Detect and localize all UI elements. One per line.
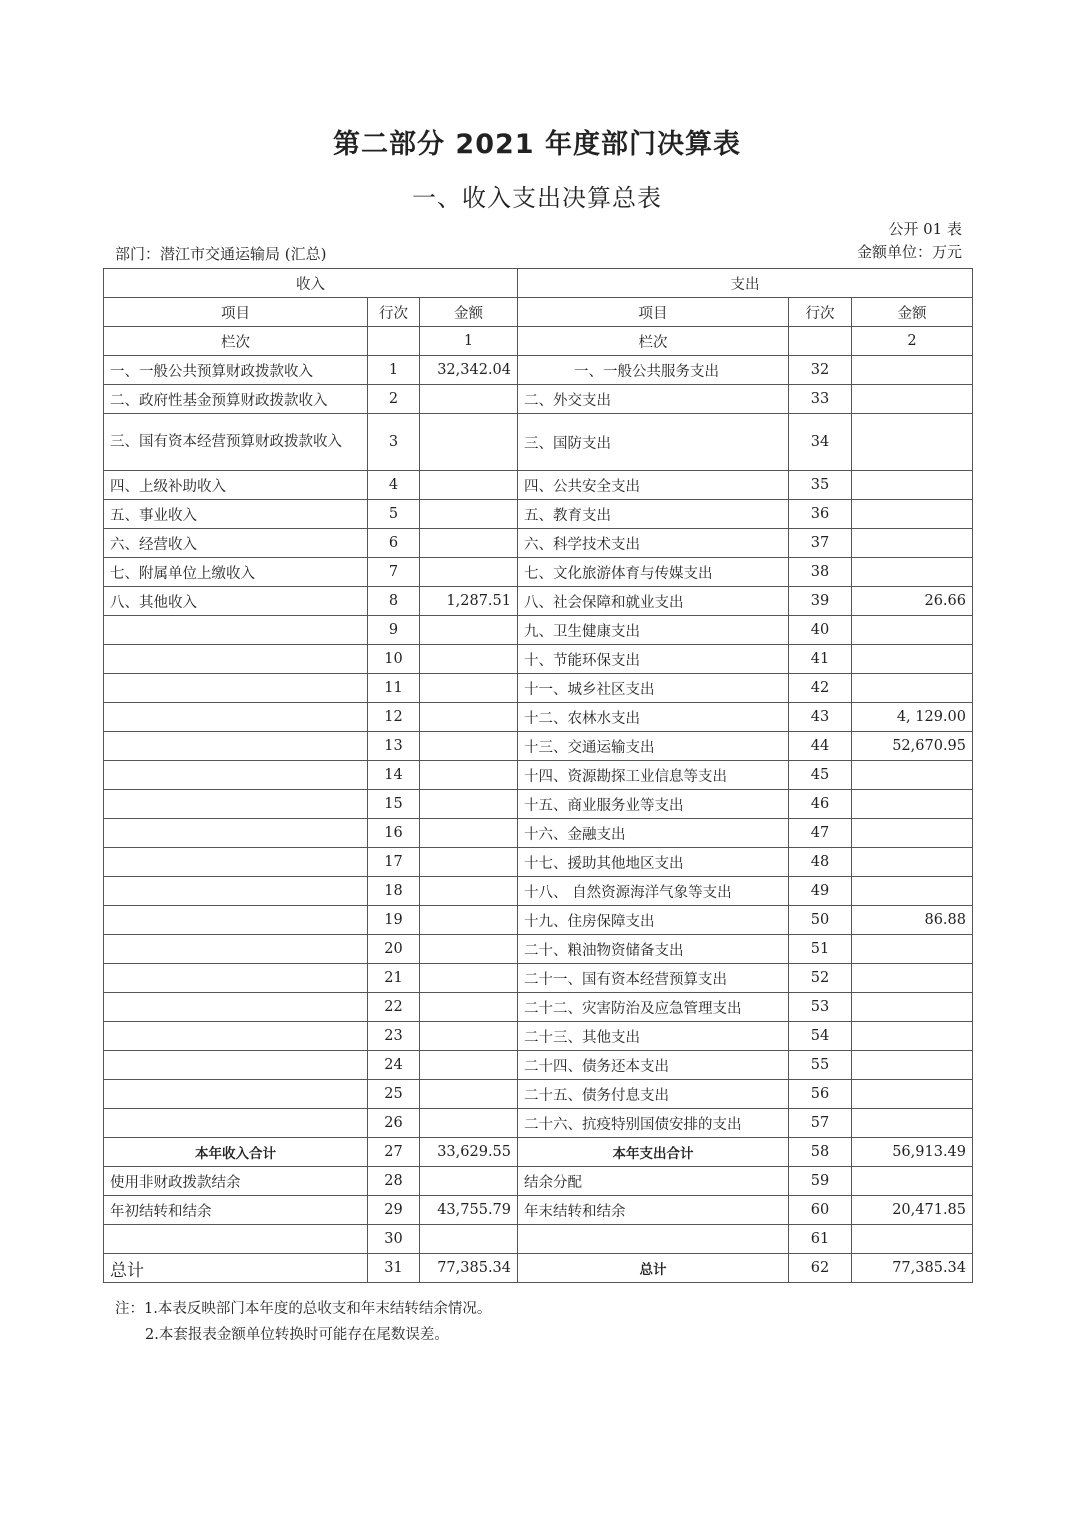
income-item-cell bbox=[104, 703, 368, 732]
income-amount-cell bbox=[420, 703, 518, 732]
income-row-number-cell: 19 bbox=[368, 906, 420, 935]
income-item-cell bbox=[104, 790, 368, 819]
expense-row-number-cell: 43 bbox=[789, 703, 852, 732]
col-header-income-item: 项目 bbox=[104, 298, 368, 327]
expense-item-cell: 十三、交通运输支出 bbox=[518, 732, 789, 761]
expense-amount-cell bbox=[852, 761, 973, 790]
lanci-income-label: 栏次 bbox=[104, 327, 368, 356]
table-row bbox=[104, 414, 973, 471]
expense-item-cell: 七、文化旅游体育与传媒支出 bbox=[518, 558, 789, 587]
income-row-number-cell: 1 bbox=[368, 356, 420, 385]
income-row-number-cell: 24 bbox=[368, 1051, 420, 1080]
table-row bbox=[104, 356, 973, 385]
income-amount-cell bbox=[420, 1051, 518, 1080]
table-row bbox=[104, 935, 973, 964]
expense-amount-cell bbox=[852, 558, 973, 587]
table-row bbox=[104, 703, 973, 732]
expense-amount-cell bbox=[852, 1022, 973, 1051]
col-header-income-amount: 金额 bbox=[420, 298, 518, 327]
income-amount-cell bbox=[420, 790, 518, 819]
table-row bbox=[104, 385, 973, 414]
expense-amount-cell bbox=[852, 935, 973, 964]
income-item-cell: 年初结转和结余 bbox=[104, 1196, 368, 1225]
expense-row-number-cell: 50 bbox=[789, 906, 852, 935]
note-2: 2.本套报表金额单位转换时可能存在尾数误差。 bbox=[145, 1327, 449, 1343]
expense-item-cell: 十一、城乡社区支出 bbox=[518, 674, 789, 703]
expense-item-cell: 三、国防支出 bbox=[518, 414, 789, 471]
income-amount-cell bbox=[420, 1225, 518, 1254]
income-item-cell bbox=[104, 1109, 368, 1138]
expense-amount-cell: 77,385.34 bbox=[852, 1254, 973, 1283]
income-item-cell: 六、经营收入 bbox=[104, 529, 368, 558]
expense-row-number-cell: 45 bbox=[789, 761, 852, 790]
col-header-expense-amount: 金额 bbox=[852, 298, 973, 327]
expense-amount-cell bbox=[852, 385, 973, 414]
expense-row-number-cell: 51 bbox=[789, 935, 852, 964]
table-row bbox=[104, 645, 973, 674]
expense-row-number-cell: 32 bbox=[789, 356, 852, 385]
expense-row-number-cell: 52 bbox=[789, 964, 852, 993]
expense-amount-cell: 56,913.49 bbox=[852, 1138, 973, 1167]
col-header-income-row: 行次 bbox=[368, 298, 420, 327]
expense-item-cell: 八、社会保障和就业支出 bbox=[518, 587, 789, 616]
income-item-cell bbox=[104, 906, 368, 935]
expense-row-number-cell: 36 bbox=[789, 500, 852, 529]
income-item-cell bbox=[104, 848, 368, 877]
income-section-header: 收入 bbox=[104, 269, 518, 298]
income-row-number-cell: 3 bbox=[368, 414, 420, 471]
expense-amount-cell bbox=[852, 1225, 973, 1254]
expense-item-cell: 年末结转和结余 bbox=[518, 1196, 789, 1225]
table-row bbox=[104, 1167, 973, 1196]
income-row-number-cell: 14 bbox=[368, 761, 420, 790]
table-row bbox=[104, 819, 973, 848]
income-row-number-cell: 22 bbox=[368, 993, 420, 1022]
expense-row-number-cell: 42 bbox=[789, 674, 852, 703]
income-amount-cell bbox=[420, 935, 518, 964]
expense-row-number-cell: 59 bbox=[789, 1167, 852, 1196]
expense-item-cell: 二十四、债务还本支出 bbox=[518, 1051, 789, 1080]
income-item-cell bbox=[104, 964, 368, 993]
income-item-cell: 七、附属单位上缴收入 bbox=[104, 558, 368, 587]
expense-item-cell: 十九、住房保障支出 bbox=[518, 906, 789, 935]
income-row-number-cell: 26 bbox=[368, 1109, 420, 1138]
expense-item-cell: 二十五、债务付息支出 bbox=[518, 1080, 789, 1109]
table-row bbox=[104, 790, 973, 819]
income-amount-cell bbox=[420, 414, 518, 471]
income-row-number-cell: 11 bbox=[368, 674, 420, 703]
expense-item-cell: 十四、资源勘探工业信息等支出 bbox=[518, 761, 789, 790]
income-amount-cell: 33,629.55 bbox=[420, 1138, 518, 1167]
table-row bbox=[104, 1225, 973, 1254]
table-row bbox=[104, 1109, 973, 1138]
table-row bbox=[104, 1138, 973, 1167]
income-item-cell bbox=[104, 935, 368, 964]
expense-item-cell: 四、公共安全支出 bbox=[518, 471, 789, 500]
income-row-number-cell: 9 bbox=[368, 616, 420, 645]
income-row-number-cell: 23 bbox=[368, 1022, 420, 1051]
col-header-expense-item: 项目 bbox=[518, 298, 789, 327]
table-row bbox=[104, 587, 973, 616]
income-row-number-cell: 25 bbox=[368, 1080, 420, 1109]
expense-item-cell: 十六、金融支出 bbox=[518, 819, 789, 848]
expense-item-cell: 六、科学技术支出 bbox=[518, 529, 789, 558]
expense-row-number-cell: 37 bbox=[789, 529, 852, 558]
income-item-cell bbox=[104, 761, 368, 790]
table-row bbox=[104, 964, 973, 993]
expense-item-cell: 二十一、国有资本经营预算支出 bbox=[518, 964, 789, 993]
income-item-cell: 使用非财政拨款结余 bbox=[104, 1167, 368, 1196]
expense-amount-cell bbox=[852, 356, 973, 385]
income-row-number-cell: 30 bbox=[368, 1225, 420, 1254]
col-header-expense-row: 行次 bbox=[789, 298, 852, 327]
income-row-number-cell: 27 bbox=[368, 1138, 420, 1167]
expense-item-cell: 一、一般公共服务支出 bbox=[518, 356, 789, 385]
table-row bbox=[104, 993, 973, 1022]
expense-amount-cell bbox=[852, 819, 973, 848]
lanci-income-number: 1 bbox=[420, 327, 518, 356]
table-row bbox=[104, 1080, 973, 1109]
expense-item-cell: 二十三、其他支出 bbox=[518, 1022, 789, 1051]
department-label: 部门：潜江市交通运输局 (汇总) bbox=[115, 245, 327, 263]
income-expense-table bbox=[103, 268, 973, 1283]
expense-section-header: 支出 bbox=[518, 269, 973, 298]
expense-amount-cell bbox=[852, 993, 973, 1022]
expense-amount-cell bbox=[852, 674, 973, 703]
income-amount-cell bbox=[420, 1109, 518, 1138]
table-row bbox=[104, 1051, 973, 1080]
income-item-cell bbox=[104, 1022, 368, 1051]
table-row bbox=[104, 848, 973, 877]
expense-row-number-cell: 57 bbox=[789, 1109, 852, 1138]
income-amount-cell bbox=[420, 471, 518, 500]
table-row bbox=[104, 616, 973, 645]
expense-amount-cell bbox=[852, 471, 973, 500]
table-row bbox=[104, 877, 973, 906]
table-row bbox=[104, 500, 973, 529]
income-amount-cell bbox=[420, 500, 518, 529]
income-row-number-cell: 15 bbox=[368, 790, 420, 819]
expense-row-number-cell: 54 bbox=[789, 1022, 852, 1051]
expense-amount-cell: 52,670.95 bbox=[852, 732, 973, 761]
expense-amount-cell bbox=[852, 790, 973, 819]
lanci-expense-row-cell bbox=[789, 327, 852, 356]
income-row-number-cell: 29 bbox=[368, 1196, 420, 1225]
income-row-number-cell: 5 bbox=[368, 500, 420, 529]
income-item-cell bbox=[104, 993, 368, 1022]
expense-item-cell: 本年支出合计 bbox=[518, 1138, 789, 1167]
income-amount-cell bbox=[420, 877, 518, 906]
income-item-cell: 一、一般公共预算财政拨款收入 bbox=[104, 356, 368, 385]
expense-item-cell: 二十、粮油物资储备支出 bbox=[518, 935, 789, 964]
expense-row-number-cell: 46 bbox=[789, 790, 852, 819]
expense-amount-cell bbox=[852, 1051, 973, 1080]
expense-amount-cell bbox=[852, 1167, 973, 1196]
expense-row-number-cell: 58 bbox=[789, 1138, 852, 1167]
income-item-cell: 三、国有资本经营预算财政拨款收入 bbox=[104, 414, 368, 471]
income-amount-cell bbox=[420, 906, 518, 935]
income-amount-cell: 43,755.79 bbox=[420, 1196, 518, 1225]
income-amount-cell bbox=[420, 819, 518, 848]
expense-row-number-cell: 47 bbox=[789, 819, 852, 848]
income-amount-cell bbox=[420, 761, 518, 790]
income-amount-cell: 77,385.34 bbox=[420, 1254, 518, 1283]
column-header-row bbox=[104, 298, 973, 327]
income-amount-cell bbox=[420, 616, 518, 645]
income-item-cell: 四、上级补助收入 bbox=[104, 471, 368, 500]
income-item-cell: 总计 bbox=[104, 1254, 368, 1283]
income-item-cell bbox=[104, 674, 368, 703]
income-item-cell bbox=[104, 1080, 368, 1109]
expense-row-number-cell: 33 bbox=[789, 385, 852, 414]
income-amount-cell bbox=[420, 848, 518, 877]
expense-amount-cell bbox=[852, 616, 973, 645]
expense-row-number-cell: 56 bbox=[789, 1080, 852, 1109]
expense-row-number-cell: 34 bbox=[789, 414, 852, 471]
income-row-number-cell: 7 bbox=[368, 558, 420, 587]
income-row-number-cell: 6 bbox=[368, 529, 420, 558]
expense-row-number-cell: 62 bbox=[789, 1254, 852, 1283]
income-row-number-cell: 4 bbox=[368, 471, 420, 500]
income-row-number-cell: 21 bbox=[368, 964, 420, 993]
expense-item-cell: 结余分配 bbox=[518, 1167, 789, 1196]
note-1: 注：1.本表反映部门本年度的总收支和年末结转结余情况。 bbox=[115, 1301, 492, 1317]
table-row bbox=[104, 471, 973, 500]
expense-item-cell: 五、教育支出 bbox=[518, 500, 789, 529]
section-header-row bbox=[104, 269, 973, 298]
income-amount-cell bbox=[420, 993, 518, 1022]
expense-row-number-cell: 61 bbox=[789, 1225, 852, 1254]
table-row bbox=[104, 674, 973, 703]
expense-row-number-cell: 44 bbox=[789, 732, 852, 761]
expense-item-cell: 九、卫生健康支出 bbox=[518, 616, 789, 645]
expense-amount-cell bbox=[852, 1080, 973, 1109]
income-item-cell bbox=[104, 819, 368, 848]
income-row-number-cell: 2 bbox=[368, 385, 420, 414]
lanci-row bbox=[104, 327, 973, 356]
expense-item-cell: 十五、商业服务业等支出 bbox=[518, 790, 789, 819]
income-amount-cell bbox=[420, 732, 518, 761]
income-amount-cell bbox=[420, 645, 518, 674]
expense-row-number-cell: 38 bbox=[789, 558, 852, 587]
lanci-expense-number: 2 bbox=[852, 327, 973, 356]
income-row-number-cell: 31 bbox=[368, 1254, 420, 1283]
table-row bbox=[104, 761, 973, 790]
expense-row-number-cell: 53 bbox=[789, 993, 852, 1022]
income-amount-cell: 32,342.04 bbox=[420, 356, 518, 385]
expense-amount-cell bbox=[852, 529, 973, 558]
table-row bbox=[104, 529, 973, 558]
expense-row-number-cell: 49 bbox=[789, 877, 852, 906]
lanci-income-row-cell bbox=[368, 327, 420, 356]
expense-item-cell: 总计 bbox=[518, 1254, 789, 1283]
income-row-number-cell: 10 bbox=[368, 645, 420, 674]
expense-row-number-cell: 60 bbox=[789, 1196, 852, 1225]
amount-unit-label: 金额单位：万元 bbox=[856, 243, 962, 261]
expense-amount-cell: 26.66 bbox=[852, 587, 973, 616]
expense-row-number-cell: 48 bbox=[789, 848, 852, 877]
table-row bbox=[104, 558, 973, 587]
expense-amount-cell bbox=[852, 964, 973, 993]
income-row-number-cell: 8 bbox=[368, 587, 420, 616]
income-amount-cell: 1,287.51 bbox=[420, 587, 518, 616]
expense-row-number-cell: 39 bbox=[789, 587, 852, 616]
income-item-cell: 八、其他收入 bbox=[104, 587, 368, 616]
table-row bbox=[104, 1022, 973, 1051]
income-row-number-cell: 20 bbox=[368, 935, 420, 964]
expense-item-cell: 二、外交支出 bbox=[518, 385, 789, 414]
table-notes bbox=[115, 1296, 491, 1348]
income-item-cell bbox=[104, 877, 368, 906]
income-item-cell bbox=[104, 1225, 368, 1254]
table-title: 一、收入支出决算总表 bbox=[412, 184, 662, 212]
income-row-number-cell: 13 bbox=[368, 732, 420, 761]
expense-row-number-cell: 55 bbox=[789, 1051, 852, 1080]
expense-amount-cell bbox=[852, 414, 973, 471]
expense-amount-cell bbox=[852, 848, 973, 877]
table-row bbox=[104, 1254, 973, 1283]
expense-amount-cell bbox=[852, 877, 973, 906]
income-row-number-cell: 17 bbox=[368, 848, 420, 877]
expense-item-cell: 二十二、灾害防治及应急管理支出 bbox=[518, 993, 789, 1022]
income-row-number-cell: 28 bbox=[368, 1167, 420, 1196]
expense-amount-cell: 86.88 bbox=[852, 906, 973, 935]
income-amount-cell bbox=[420, 385, 518, 414]
expense-amount-cell bbox=[852, 1109, 973, 1138]
expense-item-cell: 十、节能环保支出 bbox=[518, 645, 789, 674]
expense-row-number-cell: 35 bbox=[789, 471, 852, 500]
income-item-cell: 五、事业收入 bbox=[104, 500, 368, 529]
expense-item-cell: 十八、 自然资源海洋气象等支出 bbox=[518, 877, 789, 906]
expense-item-cell: 十七、援助其他地区支出 bbox=[518, 848, 789, 877]
expense-amount-cell: 4, 129.00 bbox=[852, 703, 973, 732]
table-row bbox=[104, 906, 973, 935]
expense-item-cell bbox=[518, 1225, 789, 1254]
income-amount-cell bbox=[420, 674, 518, 703]
expense-amount-cell: 20,471.85 bbox=[852, 1196, 973, 1225]
expense-amount-cell bbox=[852, 500, 973, 529]
income-amount-cell bbox=[420, 1022, 518, 1051]
income-amount-cell bbox=[420, 529, 518, 558]
page-title: 第二部分 2021 年度部门决算表 bbox=[333, 129, 741, 160]
income-item-cell: 本年收入合计 bbox=[104, 1138, 368, 1167]
table-row bbox=[104, 732, 973, 761]
income-item-cell: 二、政府性基金预算财政拨款收入 bbox=[104, 385, 368, 414]
income-row-number-cell: 18 bbox=[368, 877, 420, 906]
expense-row-number-cell: 40 bbox=[789, 616, 852, 645]
income-row-number-cell: 16 bbox=[368, 819, 420, 848]
expense-row-number-cell: 41 bbox=[789, 645, 852, 674]
form-number: 公开 01 表 bbox=[888, 220, 962, 238]
income-amount-cell bbox=[420, 1167, 518, 1196]
expense-item-cell: 十二、农林水支出 bbox=[518, 703, 789, 732]
income-row-number-cell: 12 bbox=[368, 703, 420, 732]
expense-amount-cell bbox=[852, 645, 973, 674]
income-item-cell bbox=[104, 732, 368, 761]
income-amount-cell bbox=[420, 558, 518, 587]
income-item-cell bbox=[104, 1051, 368, 1080]
expense-item-cell: 二十六、抗疫特别国债安排的支出 bbox=[518, 1109, 789, 1138]
income-amount-cell bbox=[420, 1080, 518, 1109]
income-item-cell bbox=[104, 616, 368, 645]
lanci-expense-label: 栏次 bbox=[518, 327, 789, 356]
table-row bbox=[104, 1196, 973, 1225]
income-amount-cell bbox=[420, 964, 518, 993]
income-item-cell bbox=[104, 645, 368, 674]
